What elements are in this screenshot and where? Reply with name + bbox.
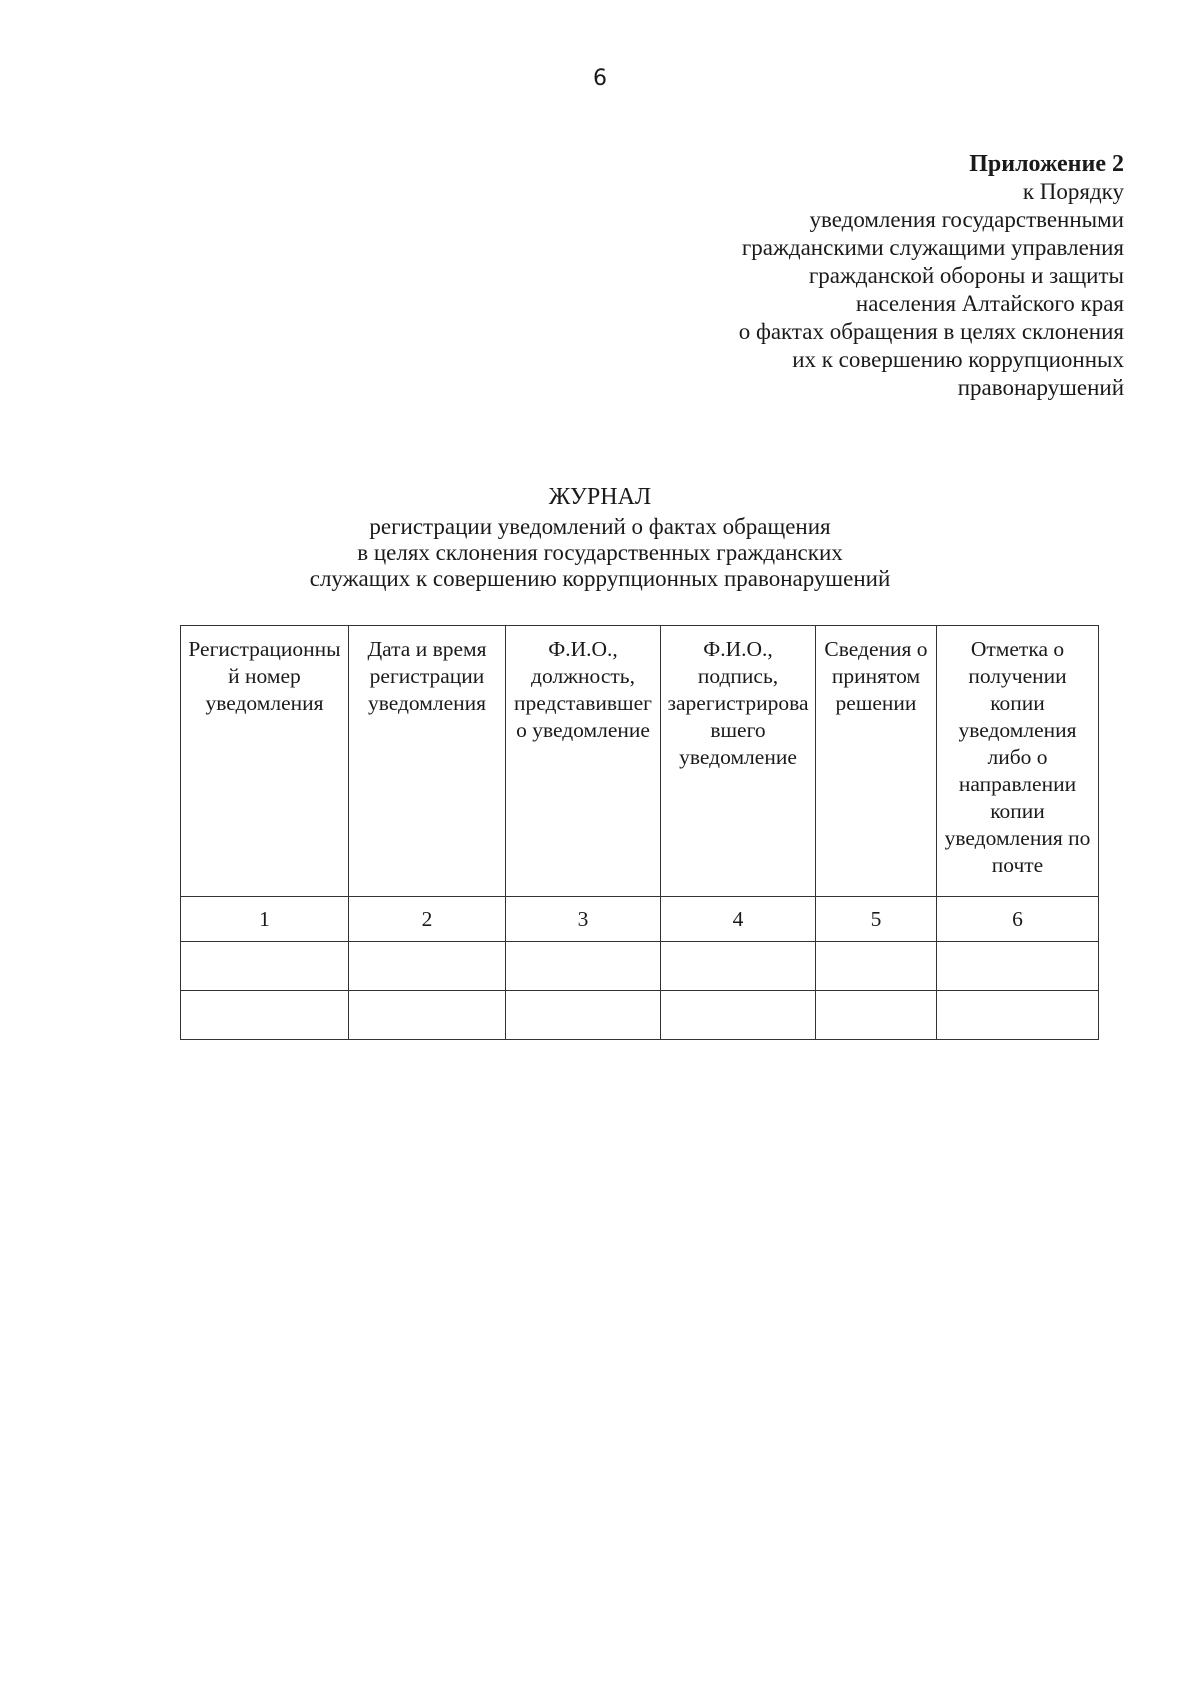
journal-subtitle-line: регистрации уведомлений о фактах обращения: [369, 514, 831, 539]
appendix-line: гражданской обороны и защиты: [808, 263, 1124, 288]
table-cell: [816, 942, 937, 991]
header-copy-mark: Отметка о получении копии уведомления либо о направлении копии уведомления по почте: [937, 626, 1099, 897]
journal-subtitle-line: служащих к совершению коррупционных правонарушений: [309, 566, 891, 591]
appendix-line: уведомления государственными: [809, 207, 1124, 232]
appendix-line: к Порядку: [1022, 179, 1124, 204]
appendix-line: гражданскими служащими управления: [741, 235, 1124, 260]
table-cell: [181, 942, 349, 991]
appendix-title: Приложение 2: [969, 151, 1124, 177]
header-registration-datetime: Дата и время регистрации уведомления: [349, 626, 506, 897]
journal-subtitle-line: в целях склонения государственных гражданских: [357, 540, 843, 565]
table-cell: [937, 991, 1099, 1040]
table-cell: [349, 991, 506, 1040]
table-header-row: [181, 626, 1099, 897]
appendix-block: [604, 150, 1124, 402]
table-cell: [661, 942, 816, 991]
header-registration-number: Регистрационный номер уведомления: [181, 626, 349, 897]
column-number: 5: [816, 897, 937, 942]
table-cell: [181, 991, 349, 1040]
column-number: 1: [181, 897, 349, 942]
appendix-line: населения Алтайского края: [855, 291, 1124, 316]
table-row: [181, 942, 1099, 991]
column-number: 6: [937, 897, 1099, 942]
appendix-line: правонарушений: [957, 375, 1124, 400]
table-cell: [661, 991, 816, 1040]
appendix-line: их к совершению коррупционных: [792, 347, 1124, 372]
table-cell: [506, 942, 661, 991]
table-cell: [349, 942, 506, 991]
journal-title: ЖУРНАЛ: [548, 484, 652, 510]
table-cell: [937, 942, 1099, 991]
table-cell: [816, 991, 937, 1040]
journal-heading: [0, 484, 1200, 592]
header-submitter: Ф.И.О., должность, представившего уведомление: [506, 626, 661, 897]
header-decision: Сведения о принятом решении: [816, 626, 937, 897]
table-row: [181, 991, 1099, 1040]
appendix-line: о фактах обращения в целях склонения: [738, 319, 1124, 344]
journal-table: [180, 625, 1099, 1040]
column-number: 4: [661, 897, 816, 942]
header-registrar: Ф.И.О., подпись, зарегистрировавшего уведомление: [661, 626, 816, 897]
column-number: 3: [506, 897, 661, 942]
column-number: 2: [349, 897, 506, 942]
table-cell: [506, 991, 661, 1040]
page-number: 6: [593, 66, 607, 91]
table-column-numbers-row: [181, 897, 1099, 942]
